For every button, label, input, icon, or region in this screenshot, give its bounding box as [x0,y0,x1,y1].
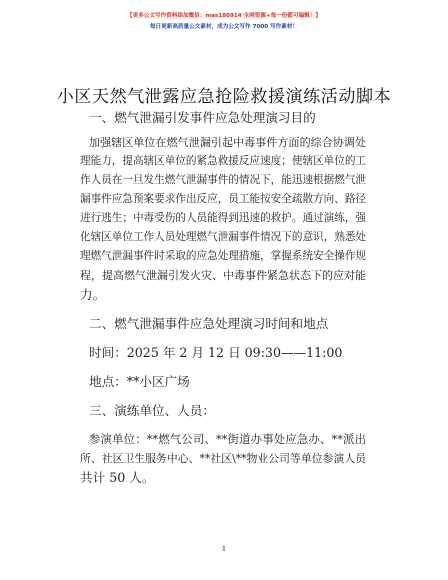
section-1-body-line: 理燃气泄漏事件时采取的应急处理措施，掌握系统安全操作规 [80,250,367,262]
promo-banner-line-1: 【更多公文写作资料添加微信：mas180914 全网资源+每一份都可编辑！】 [127,13,321,19]
participants-line: 参演单位：**燃气公司、**街道办事处应急办、**派出 [89,432,366,446]
document-title: 小区天然气泄露应急抢险救援演练活动脚本 [56,87,392,107]
section-1-heading: 一、燃气泄漏引发事件应急处理演习目的 [89,110,316,125]
section-1-body-line: 加强辖区单位在燃气泄漏引起中毒事件方面的综合协调处 [89,136,366,149]
section-1-body-line: 理能力，提高辖区单位的紧急救援反应速度；使辖区单位的工 [80,155,367,167]
participants-line: 所、社区卫生服务中心、**社区\**物业公司等单位参演人员 [80,452,366,465]
section-1-body-line: 力。 [80,287,106,302]
event-time: 时间：2025 年 2 月 12 日 09:30——11:00 [89,345,343,360]
section-1-body-line: 程，提高燃气泄漏引发火灾、中毒事件紧急状态下的应对能 [80,269,366,282]
section-2-heading: 二、燃气泄漏事件应急处理演习时间和地点 [89,316,329,331]
section-1-body-line: 化辖区单位工作人员处理燃气泄漏事件情况下的意识，熟悉处 [80,231,367,243]
promo-banner-line-2: 每日更新高质量公文素材，成为公文写作 7000 写作素材！ [149,24,299,30]
section-1-body-line: 漏事件应急预案要求作出反应，员工能按安全疏散方向、路径 [80,193,367,205]
section-3-heading: 三、演练单位、人员： [89,403,215,418]
page-number: 1 [221,544,227,553]
participants-line: 共计 50 人。 [80,470,155,485]
section-1-body-line: 作人员在一旦发生燃气泄漏事件的情况下，能迅速根据燃气泄 [80,174,367,186]
section-1-body-line: 进行逃生；中毒受伤的人员能得到迅速的救护。通过演练，强 [80,212,367,224]
event-place: 地点：**小区广场 [89,374,190,389]
